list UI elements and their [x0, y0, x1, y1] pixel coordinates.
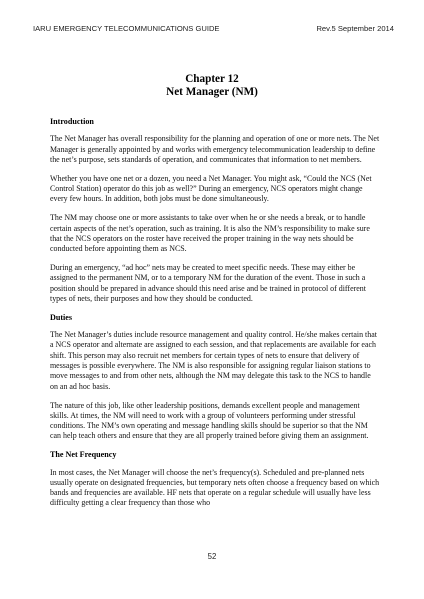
chapter-title: Net Manager (NM): [166, 86, 258, 98]
section-heading-net-frequency: The Net Frequency: [50, 450, 117, 460]
section-heading-duties: Duties: [50, 312, 73, 322]
section-heading-introduction: Introduction: [50, 117, 94, 126]
paragraph: During an emergency, “ad hoc” nets may be created to meet specific needs. These may either be assigned to the permanent NM, or to a temporary NM for the duration of the event. Those in such a position should be prepared in advance should this need arise and be trained in protocol of different types of nets, their purposes and how they should be conducted.: [50, 263, 366, 303]
running-header: [33, 24, 394, 36]
paragraph: The Net Manager has overall responsibility for the planning and operation of one or more nets. The Net Manager is generally appointed by and works with emergency telecommunication leadership to define the net’s purpose, sets standards of operation, and communicates that information to net members.: [50, 134, 380, 164]
paragraph: The Net Manager’s duties include resource management and quality control. He/she makes certain that a NCS operator and alternate are assigned to each session, and that replacements are available for each shift. This person may also recruit net members for certain types of nets to ensure that delivery of messages is possible everywhere. The NM is also responsible for assigning regular liaison stations to move messages to and from other nets, although the NM may delegate this task to the NCS to handle on an ad hoc basis.: [50, 330, 377, 391]
paragraph: The nature of this job, like other leadership positions, demands excellent people and management skills. At times, the NM will need to work with a group of volunteers performing under stressful conditions. The NM’s own operating and message handling skills should be superior so that the NM can help teach others and ensure that they are all properly trained before giving them an assignment.: [50, 400, 369, 441]
chapter-heading: [0, 73, 424, 99]
document-body: [50, 117, 380, 517]
chapter-number: Chapter 12: [185, 73, 239, 85]
paragraph: Whether you have one net or a dozen, you need a Net Manager. You might ask, “Could the NCS (Net Control Station) operator do this job as well?” During an emergency, NCS operators might change every few hours. In addition, both jobs must be done simultaneously.: [50, 173, 372, 204]
paragraph: In most cases, the Net Manager will choose the net’s frequency(s). Scheduled and pre-planned nets usually operate on designated frequencies, but temporary nets often choose a frequency based on which bands and frequencies are available. HF nets that operate on a regular schedule will usually have less difficulty getting a clear frequency than those who: [50, 467, 380, 508]
guide-title: IARU EMERGENCY TELECOMMUNICATIONS GUIDE: [33, 24, 220, 33]
revision-label: Rev.5 September 2014: [316, 24, 394, 33]
paragraph: The NM may choose one or more assistants to take over when he or she needs a break, or to handle certain aspects of the net’s operation, such as training. It is also the NM’s responsibility to make sure that the NCS operators on the roster have received the proper training in the way nets should be conducted before appointing them as NCS.: [50, 213, 370, 254]
page-number: 52: [207, 552, 217, 561]
